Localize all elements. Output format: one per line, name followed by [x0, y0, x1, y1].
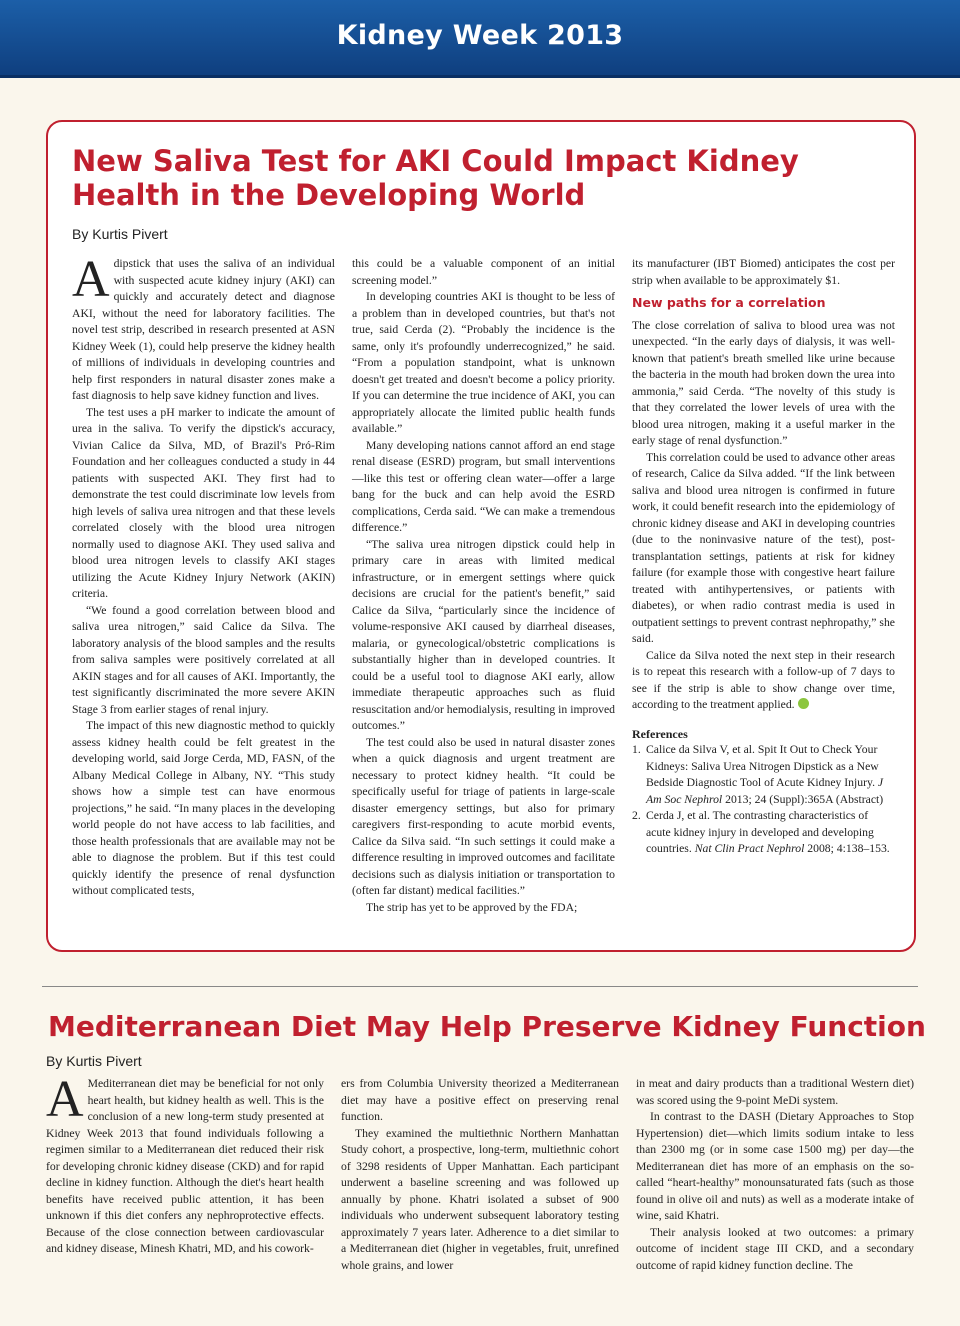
drop-cap: A	[46, 1071, 84, 1128]
section-subheading: New paths for a correlation	[632, 295, 826, 310]
article-byline-mediterranean: By Kurtis Pivert	[46, 1053, 142, 1069]
paragraph: They examined the multiethnic Northern Manhattan Study cohort, a prospective, long-term, multiethnic cohort of 3298 residents of Upper Manhattan. Each participant underwent a baseline screening and was followed up annually by phone. Khatri isolated a subset of 900 individuals who underwent subsequent laboratory testing approximately 7 years later. Adherence to a diet similar to a Mediterranean diet (higher in vegetables, fruit, unrefined whole grains, and lower	[341, 1126, 619, 1272]
article-column-3	[632, 256, 895, 858]
section-divider	[42, 986, 918, 987]
paragraph: This correlation could be used to advance other areas of research, Calice da Silva added. “If the link between saliva and blood urea nitrogen is confirmed in future work, it could benefit research into the epidemiology of chronic kidney disease and AKI in developing countries (due to the noninvasive nature of the test), post-transplantation settings, patients at risk for kidney failure (for example those with congestive heart failure treated with antihypertensives, or patients with diabetes), or when radio contrast media is used in outpatient settings to prevent contrast nephropathy,” she said.	[632, 450, 895, 645]
paragraph: The impact of this new diagnostic method to quickly assess kidney health could be felt greatest in the developing world, said Jorge Cerda, MD, FASN, of the Albany Medical College in Albany, NY. “This study shows how a simple test can have enormous projections,” he said. “In many places in the developing world people do not have access to lab facilities, and those health professionals that are available may not be able to diagnose the problem. But if this test could quickly identify the presence of renal dysfunction without complicated tests,	[72, 719, 335, 897]
reference-item: 1. Calice da Silva V, et al. Spit It Out to Check Your Kidneys: Saliva Urea Nitrogen Dipstick as a New Bedside Diagnostic Tool of Acute Kidney Injury. J Am Soc Nephrol 2013; 24 (Suppl):365A (Abstract)	[632, 743, 884, 806]
article-title-mediterranean: Mediterranean Diet May Help Preserve Kidney Function	[48, 1010, 926, 1043]
paragraph: Adipstick that uses the saliva of an individual with suspected acute kidney injury (AKI) can quickly and accurately detect and diagnose AKI, without the need for laboratory facilities. The novel test strip, described in research presented at ASN Kidney Week (1), could help preserve the kidney health of millions of individuals in developing countries and help first responders in natural disaster zones make a fast diagnosis to help save kidney function and lives.	[72, 251, 335, 402]
paragraph: in meat and dairy products than a traditional Western diet) was scored using the 9-point MeDi system.	[636, 1077, 914, 1107]
paragraph: In contrast to the DASH (Dietary Approaches to Stop Hypertension) diet—which limits sodium intake to less than 2300 mg (or in some case 1500 mg) per day—the Mediterranean diet has more of an emphasis on the so-called “heart-healthy” monounsaturated fats (such as those found in olive oil and nuts) as well as a moderate intake of wine, said Khatri.	[636, 1110, 914, 1222]
end-mark-icon	[798, 698, 809, 709]
article-column-2	[352, 256, 615, 916]
drop-cap: A	[72, 251, 110, 308]
paragraph: A Mediterranean diet may be beneficial for not only heart health, but kidney health as well. This is the conclusion of a new long-term study presented at Kidney Week 2013 that found individuals following a regimen similar to a Mediterranean diet reduced their risk for developing chronic kidney disease (CKD) and for rapid decline in kidney function. Although the diet's heart health benefits have received public attention, it has been unknown if this diet confers any nephroprotective effects. Because of the close connection between cardiovascular and kidney disease, Minesh Khatri, MD, and his cowork-	[46, 1071, 324, 1255]
article2-column-1	[46, 1071, 324, 1258]
paragraph: The test could also be used in natural disaster zones when a quick diagnosis and urgent treatment are necessary to protect kidney health. “It could be specifically useful for triage of patients in large-scale disaster emergency settings, but also for primary caregivers first-responding to acute morbid events, Calice da Silva said. “In such settings it could make a difference resulting in improved outcomes and facilitate decisions such as dialysis initiation or transportation to (often far distant) medical facilities.”	[352, 735, 615, 897]
article-saliva-box	[46, 120, 916, 952]
paragraph: “We found a good correlation between blood and saliva urea nitrogen,” said Calice da Silva. The laboratory analysis of the blood samples and the results from saliva samples were positively correlated at all AKIN stages and for all causes of AKI. Importantly, the test significantly discriminated the more severe AKIN Stage 3 from earlier stages of renal injury.	[72, 603, 335, 716]
paragraph: “The saliva urea nitrogen dipstick could help in primary care in areas with limited medical infrastructure, or in emergent settings where quick decisions are crucial for the patient's benefit,” said Calice da Silva, “particularly since the incidence of volume-responsive AKI caused by diarrheal diseases, malaria, or gynecological/obstetric complications is substantially higher than in developed countries. It could be a useful tool to diagnose AKI early, allow immediate therapeutic approaches such as fluid resuscitation and/or hemodialysis, resulting in improved outcomes.”	[352, 537, 615, 732]
reference-item: 2. Cerda J, et al. The contrasting characteristics of acute kidney injury in developed and developing countries. Nat Clin Pract Nephrol 2008; 4:138–153.	[632, 809, 890, 855]
paragraph: Calice da Silva noted the next step in their research is to repeat this research with a follow-up of 7 days to see if the strip is able to show change over time, according to the treatment applied.	[632, 648, 895, 711]
paragraph: its manufacturer (IBT Biomed) anticipates the cost per strip when available to be approximately $1.	[632, 257, 895, 287]
paragraph: The test uses a pH marker to indicate the amount of urea in the saliva. To verify the dipstick's accuracy, Vivian Calice da Silva, MD, of Brazil's Pró-Rim Foundation and her colleagues conducted a study in 44 patients with suspected AKI. They first had to demonstrate the test could discriminate low levels from high levels of saliva urea nitrogen and that these levels correlated closely with the blood urea nitrogen normally used to diagnose AKI. They used saliva and blood urea nitrogen levels to classify AKI stages utilizing the Acute Kidney Injury Network (AKIN) criteria.	[72, 405, 335, 600]
paragraph: Many developing nations cannot afford an end stage renal disease (ESRD) program, but small interventions—like this test or offering clean water—offer a large bang for the buck and can help avoid the ESRD complications, Cerda said. “We can make a tremendous difference.”	[352, 438, 615, 534]
paragraph: ers from Columbia University theorized a Mediterranean diet may have a positive effect on preserving renal function.	[341, 1077, 619, 1123]
paragraph: The strip has yet to be approved by the FDA;	[366, 900, 578, 914]
paragraph: The close correlation of saliva to blood urea was not unexpected. “In the early days of dialysis, it was well-known that patient's breath smelled like urine because the bacteria in the mouth had broken down the urea into ammonia,” said Cerda. “The novelty of this study is that they correlated the lower levels of urea with the blood urea nitrogen, making it a useful marker in the early stage of renal dysfunction.”	[632, 318, 895, 447]
article-column-1	[72, 251, 335, 900]
article-byline: By Kurtis Pivert	[72, 226, 168, 242]
article-title: New Saliva Test for AKI Could Impact Kidney Health in the Developing World	[72, 144, 799, 212]
paragraph: Their analysis looked at two outcomes: a primary outcome of incident stage III CKD, and a secondary outcome of rapid kidney function decline. The	[636, 1225, 914, 1272]
article2-column-2	[341, 1076, 619, 1274]
banner-title: Kidney Week 2013	[336, 20, 624, 51]
header-banner	[0, 0, 960, 78]
paragraph: In developing countries AKI is thought to be less of a problem than in developed countries, but that's not true, said Cerda (2). “Probably the incidence is the same, only it's profoundly underrecognized,” he said. “From a population standpoint, what is unknown doesn't get treated and doesn't become a policy priority. If you can determine the true incidence of AKI, you can appropriately allocate the limited public health funds available.”	[352, 290, 615, 435]
article2-column-3	[636, 1076, 914, 1274]
references-heading: References	[632, 726, 688, 741]
paragraph: this could be a valuable component of an initial screening model.”	[352, 257, 615, 287]
references-list	[632, 742, 895, 858]
